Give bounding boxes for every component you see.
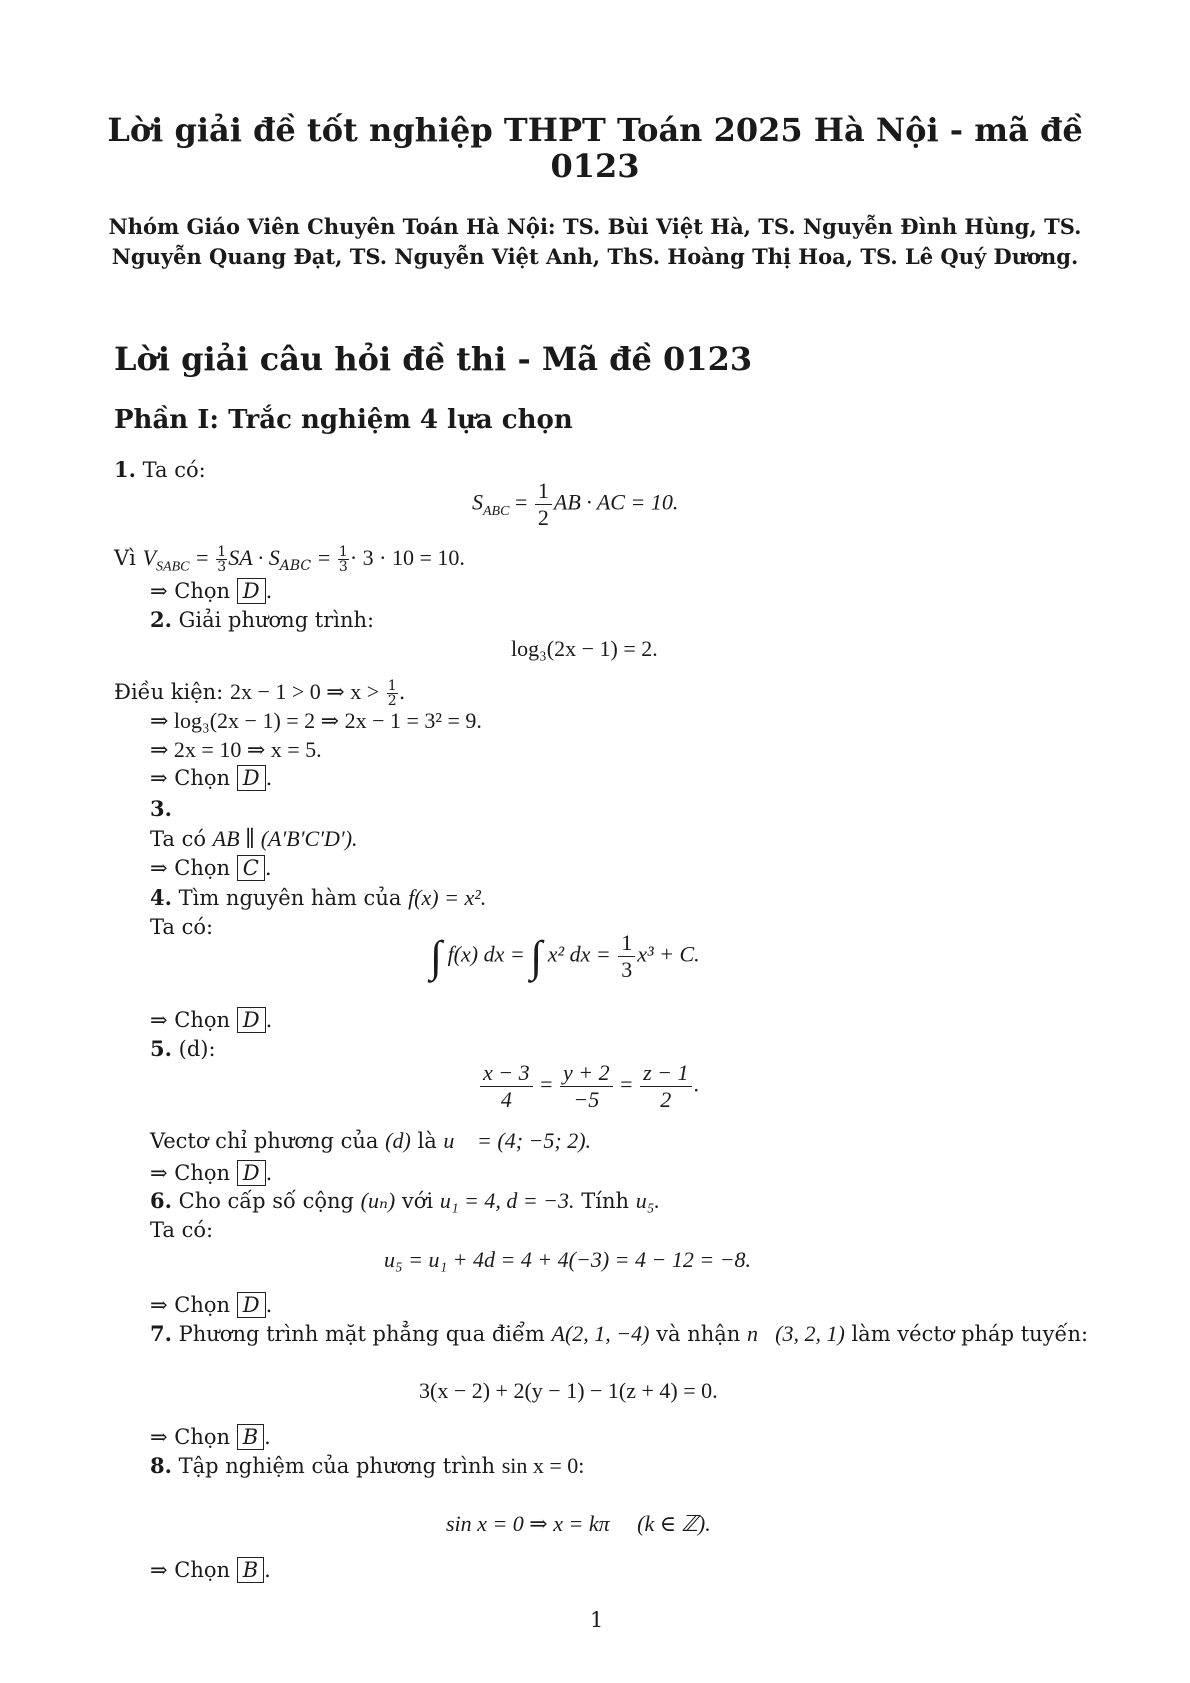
q5-equation: $\frac{x - 3}{4}$ = $\frac{y + 2}{-5}$ = $\frac{z - 1}{2}$ . <box>478 1060 699 1113</box>
authors-line: Nhóm Giáo Viên Chuyên Toán Hà Nội: TS. Bùi Việt Hà, TS. Nguyễn Đình Hùng, TS. Nguyễn Quang Đạt, TS. Nguyễn Việt Anh, ThS. Hoàng Thị Hoa, TS. Lê Quý Dương. <box>108 214 1082 269</box>
q4-answer-line: ⇒ Chọn D . <box>150 1008 273 1032</box>
q6-answer-line: ⇒ Chọn D . <box>150 1293 273 1317</box>
q8-intro: 8. Tập nghiệm của phương trình sin x = 0: <box>150 1453 585 1478</box>
q1-volume-line: Vì $V_{SABC}$ = $\frac{1}{3}$ SA · $S_{ABC}$ = $\frac{1}{3}$ · 3 · 10 = 10. <box>114 544 465 575</box>
q5-intro: 5. (d): <box>150 1036 216 1061</box>
q5-answer-line: ⇒ Chọn D . <box>150 1161 273 1185</box>
q1-answer-line: ⇒ Chọn D . <box>150 579 273 603</box>
q2-intro: 2. Giải phương trình: <box>150 607 375 632</box>
q5-answer-box: D <box>237 1160 266 1186</box>
q7-intro: 7. Phương trình mặt phẳng qua điểm A(2, 1, −4) và nhận n⃗(3, 2, 1) làm véctơ pháp tuyến: <box>150 1321 1089 1346</box>
q1-intro: 1. Ta có: <box>114 457 206 482</box>
section-title: Lời giải câu hỏi đề thi - Mã đề 0123 <box>114 340 753 378</box>
part-title: Phần I: Trắc nghiệm 4 lựa chọn <box>114 405 573 435</box>
q1-equation: $S_{ABC}$ = $\frac{1}{2}$ AB · AC = 10. <box>472 478 679 530</box>
page-number: 1 <box>590 1608 604 1632</box>
q2-condition: Điều kiện: 2x − 1 > 0 ⇒ x > $\frac{1}{2}$ . <box>114 678 406 709</box>
q8-answer-line: ⇒ Chọn B . <box>150 1558 271 1582</box>
q1-answer-box: D <box>237 578 266 604</box>
q6-ta-co: Ta có: <box>150 1218 214 1242</box>
document-title: Lời giải đề tốt nghiệp THPT Toán 2025 Hà Nội - mã đề 0123 <box>107 111 1083 185</box>
q7-answer-line: ⇒ Chọn B . <box>150 1425 271 1449</box>
q6-equation: u₅ = u₁ + 4d = 4 + 4(−3) = 4 − 12 = −8. <box>384 1247 752 1272</box>
q3-answer-line: ⇒ Chọn C . <box>150 856 272 880</box>
q4-equation: ∫ f(x) dx = ∫ x² dx = $\frac{1}{3}$ x³ + C. <box>430 930 700 982</box>
q4-intro: 4. Tìm nguyên hàm của f(x) = x². <box>150 885 487 910</box>
q7-equation: 3(x − 2) + 2(y − 1) − 1(z + 4) = 0. <box>419 1378 718 1403</box>
q2-equation: log₃(2x − 1) = 2. <box>511 636 658 661</box>
q4-ta-co: Ta có: <box>150 915 214 939</box>
q3-number: 3. <box>150 796 172 821</box>
q6-answer-box: D <box>237 1292 266 1318</box>
q2-answer-box: D <box>237 765 266 791</box>
q2-answer-line: ⇒ Chọn D . <box>150 766 273 790</box>
q6-intro: 6. Cho cấp số cộng (uₙ) với u₁ = 4, d = −3. Tính u₅. <box>150 1188 660 1213</box>
q2-step2: ⇒ 2x = 10 ⇒ x = 5. <box>150 737 322 762</box>
q8-equation: sin x = 0 ⇒ x = kπ (k ∈ ℤ). <box>446 1511 711 1536</box>
q3-answer-box: C <box>237 855 265 881</box>
q4-answer-box: D <box>237 1007 266 1033</box>
q2-step1: ⇒ log₃(2x − 1) = 2 ⇒ 2x − 1 = 3² = 9. <box>150 708 482 733</box>
q8-answer-box: B <box>237 1557 264 1583</box>
q7-answer-box: B <box>237 1424 264 1450</box>
q5-vector-line: Vectơ chỉ phương của (d) là u⃗ = (4; −5; 2). <box>150 1128 592 1153</box>
q3-text: Ta có AB ∥ (A′B′C′D′). <box>150 826 358 851</box>
